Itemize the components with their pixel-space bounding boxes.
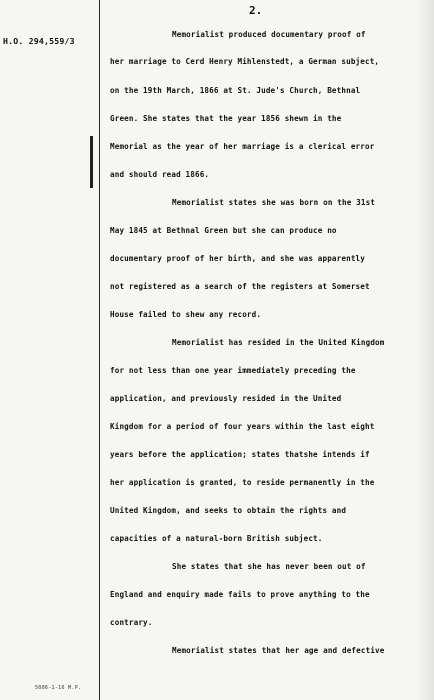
margin-rule xyxy=(99,0,100,700)
text-line: her application is granted, to reside permanently in the xyxy=(110,478,375,487)
text-line: for not less than one year immediately preceding the xyxy=(110,366,356,375)
footer-reference: 5006-1-16 M.P. xyxy=(35,685,82,691)
file-reference: H.O. 294,559/3 xyxy=(3,36,75,46)
text-line: Memorialist has resided in the United Kingdom xyxy=(172,338,385,347)
text-line: Green. She states that the year 1856 shewn in the xyxy=(110,114,342,123)
text-line: United Kingdom, and seeks to obtain the rights and xyxy=(110,506,347,515)
text-line: application, and previously resided in the United xyxy=(110,394,342,403)
text-line: Memorialist states she was born on the 31st xyxy=(172,198,376,207)
text-line: and should read 1866. xyxy=(110,170,210,179)
text-line: May 1845 at Bethnal Green but she can produce no xyxy=(110,226,337,235)
text-line: Memorialist states that her age and defective xyxy=(172,646,385,655)
margin-mark xyxy=(90,136,93,188)
text-line: She states that she has never been out of xyxy=(172,562,366,571)
text-line: Memorialist produced documentary proof of xyxy=(172,30,366,39)
text-line: documentary proof of her birth, and she was apparently xyxy=(110,254,365,263)
text-line: Memorial as the year of her marriage is a clerical error xyxy=(110,142,375,151)
page-edge-shadow xyxy=(416,0,434,700)
text-line: not registered as a search of the registers at Somerset xyxy=(110,282,370,291)
page-number: 2. xyxy=(249,4,263,17)
text-line: England and enquiry made fails to prove anything to the xyxy=(110,590,370,599)
text-line: House failed to shew any record. xyxy=(110,310,262,319)
text-line: Kingdom for a period of four years within the last eight xyxy=(110,422,375,431)
text-line: on the 19th March, 1866 at St. Jude's Church, Bethnal xyxy=(110,86,361,95)
text-line: her marriage to Cerd Henry Mihlenstedt, a German subject, xyxy=(110,57,380,66)
text-line: contrary. xyxy=(110,618,153,627)
text-line: years before the application; states thatshe intends if xyxy=(110,450,370,459)
text-line: capacities of a natural-born British subject. xyxy=(110,534,323,543)
